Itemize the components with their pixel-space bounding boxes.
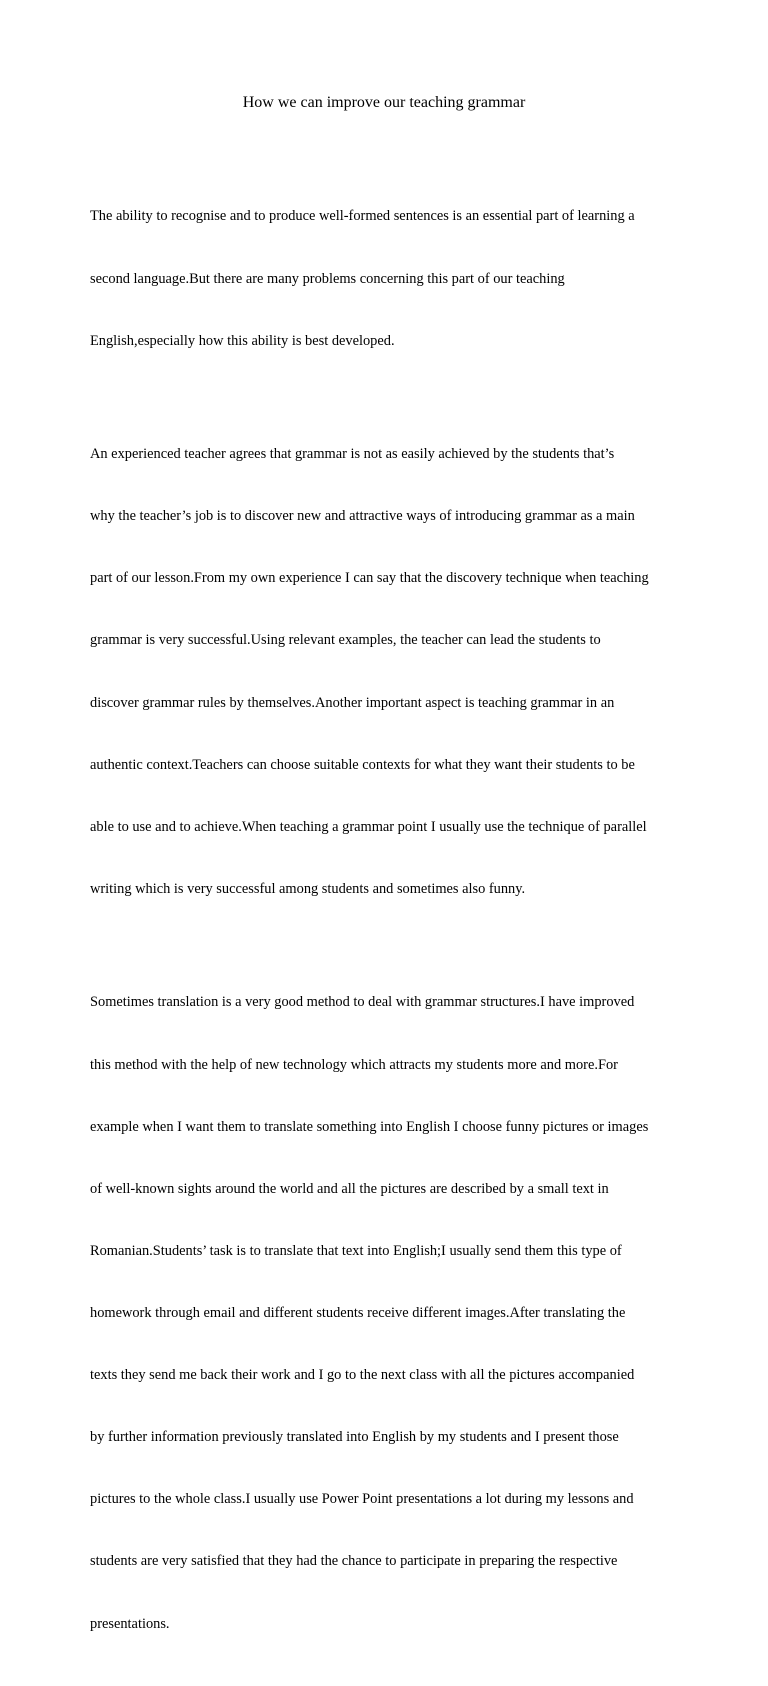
paragraph-line: writing which is very successful among students and sometimes also funny. bbox=[90, 880, 526, 897]
paragraph-line: why the teacher’s job is to discover new and attractive ways of introducing grammar as a main bbox=[90, 508, 635, 525]
paragraph-line: English,especially how this ability is best developed. bbox=[90, 332, 395, 349]
paragraph-line: authentic context.Teachers can choose suitable contexts for what they want their students to be bbox=[90, 756, 635, 773]
paragraph-3 bbox=[90, 951, 680, 1676]
paragraph-line: grammar is very successful.Using relevant examples, the teacher can lead the students to bbox=[90, 632, 601, 649]
paragraph-2 bbox=[90, 403, 680, 941]
paragraph-line: example when I want them to translate something into English I choose funny pictures or images bbox=[90, 1118, 649, 1135]
paragraph-line: homework through email and different students receive different images.After translating the bbox=[90, 1304, 626, 1321]
paragraph-line: Sometimes translation is a very good method to deal with grammar structures.I have improved bbox=[90, 994, 635, 1011]
document-body bbox=[90, 165, 680, 1686]
paragraph-1 bbox=[90, 165, 680, 393]
document-title: How we can improve our teaching grammar bbox=[242, 94, 526, 111]
paragraph-line: pictures to the whole class.I usually use Power Point presentations a lot during my lessons and bbox=[90, 1491, 634, 1508]
paragraph-line: able to use and to achieve.When teaching a grammar point I usually use the technique of parallel bbox=[90, 818, 647, 835]
paragraph-line: Romanian.Students’ task is to translate that text into English;I usually send them this type of bbox=[90, 1242, 622, 1259]
paragraph-line: second language.But there are many problems concerning this part of our teaching bbox=[90, 270, 565, 287]
paragraph-line: discover grammar rules by themselves.Another important aspect is teaching grammar in an bbox=[90, 694, 615, 711]
paragraph-line: The ability to recognise and to produce well-formed sentences is an essential part of learning a bbox=[90, 208, 635, 225]
paragraph-line: students are very satisfied that they had the chance to participate in preparing the respective bbox=[90, 1553, 618, 1570]
paragraph-line: An experienced teacher agrees that grammar is not as easily achieved by the students that’s bbox=[90, 446, 615, 463]
paragraph-line: presentations. bbox=[90, 1615, 170, 1632]
paragraph-line: of well-known sights around the world and all the pictures are described by a small text in bbox=[90, 1180, 609, 1197]
paragraph-line: this method with the help of new technology which attracts my students more and more.For bbox=[90, 1056, 618, 1073]
paragraph-line: by further information previously translated into English by my students and I present those bbox=[90, 1429, 619, 1446]
paragraph-line: texts they send me back their work and I go to the next class with all the pictures accompanied bbox=[90, 1367, 635, 1384]
paragraph-line: part of our lesson.From my own experience I can say that the discovery technique when teaching bbox=[90, 570, 649, 587]
